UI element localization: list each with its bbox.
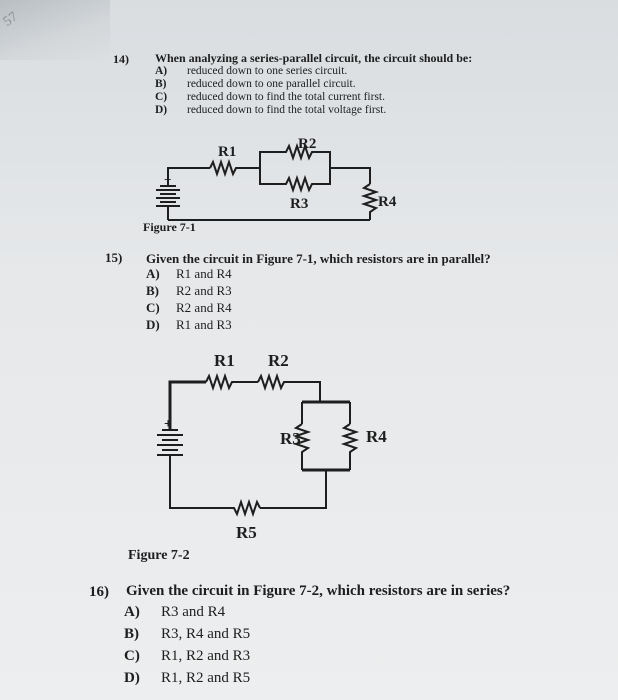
- option-b: [155, 78, 356, 90]
- option-text: R2 and R3: [176, 283, 232, 298]
- option-letter: B): [146, 283, 159, 298]
- option-b: [124, 626, 250, 643]
- question-number: 14): [113, 52, 129, 66]
- option-letter: D): [155, 104, 168, 116]
- option-c: [146, 300, 232, 316]
- option-text: R1 and R4: [176, 266, 232, 281]
- option-letter: A): [155, 65, 168, 77]
- battery-plus: +: [164, 417, 172, 432]
- option-a: [146, 266, 232, 282]
- option-b: [146, 283, 232, 299]
- option-letter: D): [124, 670, 140, 686]
- resistor-r2: [258, 376, 320, 402]
- question-number: 16): [89, 584, 109, 600]
- option-c: [155, 91, 385, 103]
- battery-plus: +: [164, 172, 172, 187]
- resistor-r3: [272, 168, 330, 190]
- option-letter: B): [124, 626, 139, 642]
- option-text: R1, R2 and R5: [161, 670, 251, 686]
- label-r1: R1: [218, 144, 237, 160]
- label-r3: R3: [280, 429, 301, 448]
- corner-handwriting: 57: [0, 9, 21, 30]
- resistor-r1: [210, 162, 260, 174]
- figure-7-1-circuit: [140, 128, 420, 228]
- option-text: reduced down to find the total voltage first.: [187, 104, 387, 116]
- label-r4: R4: [366, 427, 387, 446]
- figure-7-2-circuit: [140, 340, 420, 545]
- option-letter: D): [146, 317, 160, 332]
- label-r2: R2: [268, 351, 289, 370]
- option-letter: C): [146, 300, 160, 315]
- option-c: [124, 648, 250, 665]
- option-text: R3, R4 and R5: [161, 626, 251, 642]
- option-letter: C): [124, 648, 140, 664]
- battery-symbol: [157, 430, 183, 465]
- question-text: Given the circuit in Figure 7-1, which resistors are in parallel?: [146, 251, 491, 266]
- option-a: [155, 65, 347, 77]
- option-a: [124, 604, 225, 621]
- question-text: When analyzing a series-parallel circuit, the circuit should be:: [155, 51, 473, 65]
- label-r5: R5: [236, 523, 257, 542]
- option-text: reduced down to find the total current first.: [187, 91, 385, 103]
- question-text: Given the circuit in Figure 7-2, which resistors are in series?: [126, 583, 511, 599]
- option-letter: B): [155, 78, 167, 90]
- option-letter: A): [146, 266, 160, 281]
- figure-7-2-label: Figure 7-2: [128, 548, 190, 563]
- label-r1: R1: [214, 351, 235, 370]
- label-r2: R2: [298, 136, 317, 152]
- label-r4: R4: [378, 194, 397, 210]
- option-d: [155, 104, 386, 116]
- option-d: [124, 670, 250, 687]
- option-text: R1, R2 and R3: [161, 648, 251, 664]
- option-text: R3 and R4: [161, 604, 226, 620]
- resistor-r4: [364, 184, 376, 220]
- option-letter: A): [124, 604, 140, 620]
- resistor-r5: [170, 465, 260, 514]
- option-text: reduced down to one parallel circuit.: [187, 78, 356, 90]
- option-text: R1 and R3: [176, 317, 232, 332]
- label-r3: R3: [290, 196, 309, 212]
- option-text: R2 and R4: [176, 300, 232, 315]
- question-number: 15): [105, 250, 123, 265]
- option-letter: C): [155, 91, 168, 103]
- resistor-r1: [206, 376, 258, 388]
- resistor-r4: [344, 424, 356, 470]
- option-text: reduced down to one series circuit.: [187, 65, 348, 77]
- battery-symbol: [156, 172, 180, 220]
- option-d: [146, 317, 232, 333]
- figure-7-1-label: Figure 7-1: [143, 220, 196, 234]
